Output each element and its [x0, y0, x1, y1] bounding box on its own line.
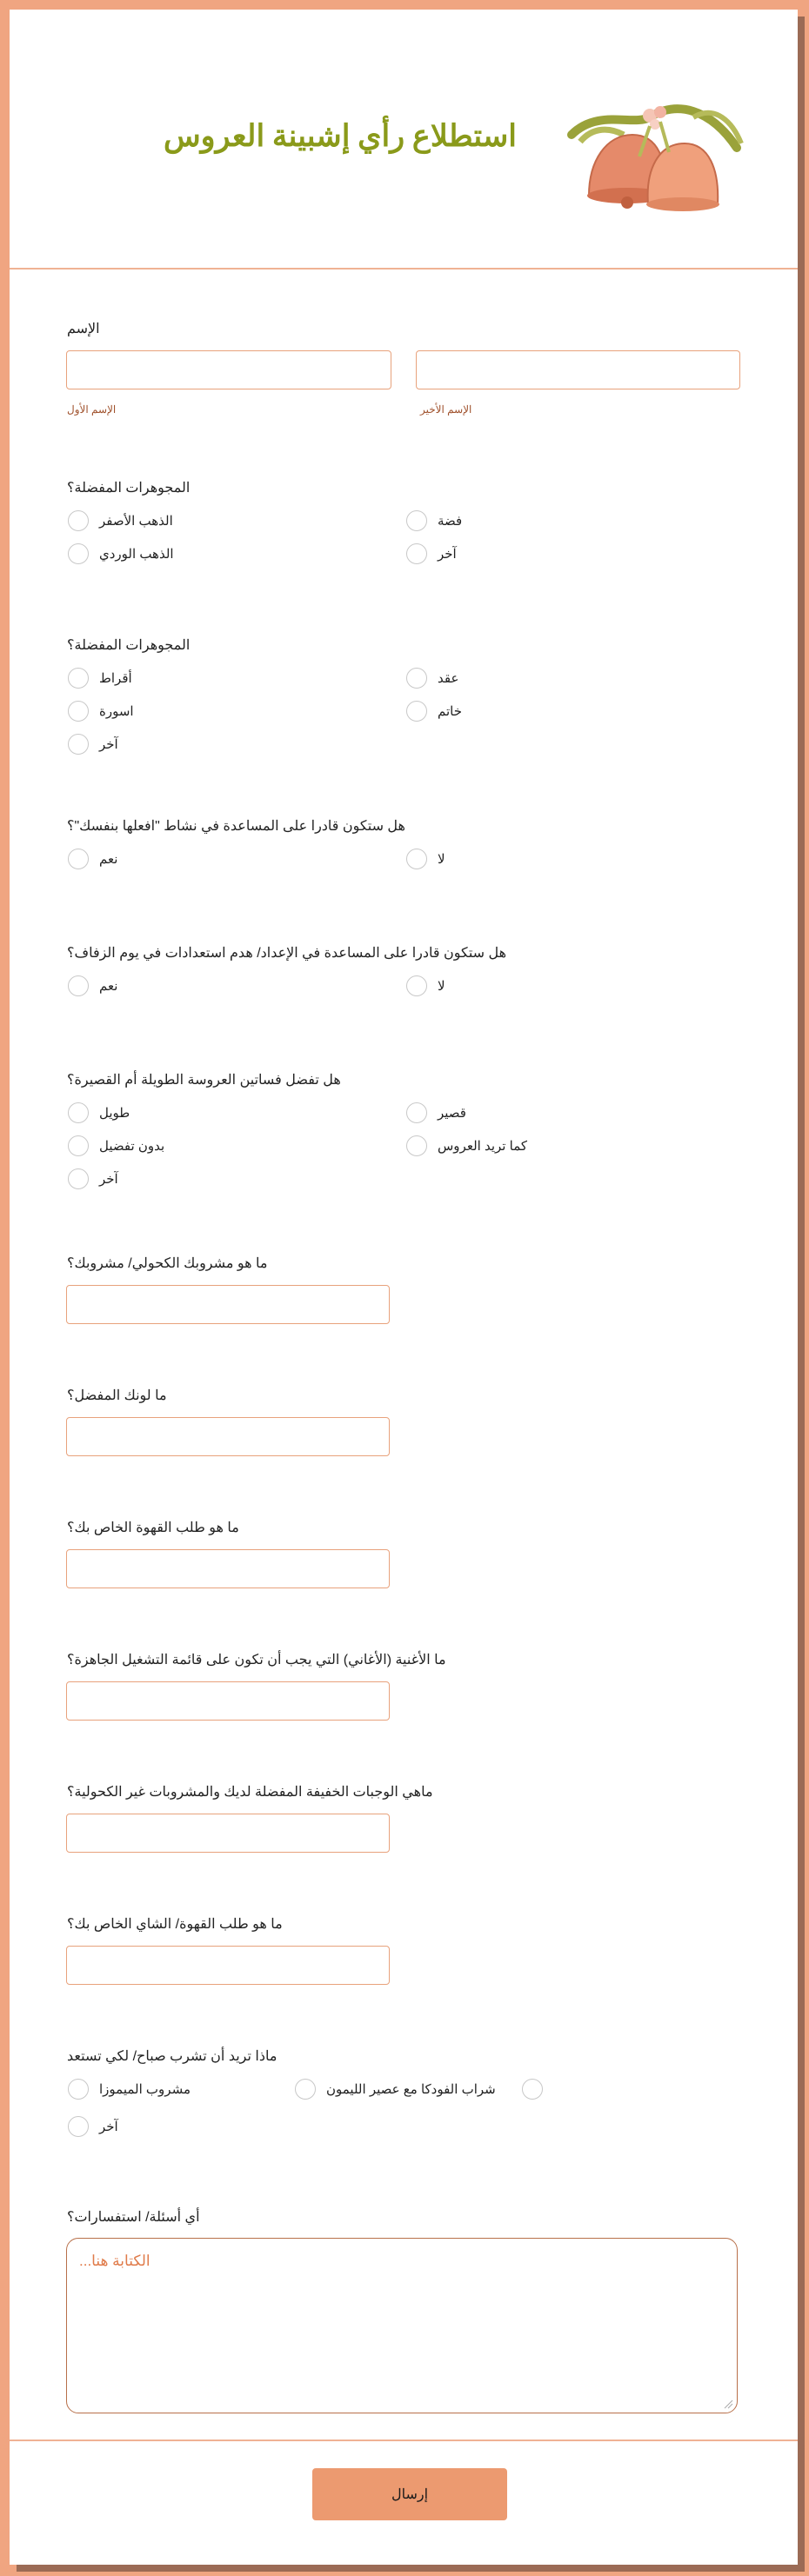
questions-label: أي أسئلة/ استفسارات؟	[67, 2210, 200, 2225]
morning-drink-question: ماذا تريد أن تشرب صباح/ لكي تستعد	[67, 2049, 277, 2064]
radio-icon[interactable]	[68, 1135, 89, 1156]
drink-question: ما هو مشروبك الكحولي/ مشروبك؟	[67, 1256, 268, 1271]
first-name-input[interactable]	[66, 350, 391, 389]
radio-icon[interactable]	[68, 1168, 89, 1189]
coffee-input[interactable]	[66, 1549, 390, 1588]
color-question: ما لونك المفضل؟	[67, 1388, 167, 1403]
radio-icon[interactable]	[406, 1102, 427, 1123]
setup-question: هل ستكون قادرا على المساعدة في الإعداد/ هدم استعدادات في يوم الزفاف؟	[67, 946, 507, 961]
tea-input[interactable]	[66, 1946, 390, 1985]
questions-textarea[interactable]	[66, 2238, 738, 2413]
radio-icon[interactable]	[522, 2079, 543, 2100]
name-label: الإسم	[67, 322, 100, 336]
tea-question: ما هو طلب القهوة/ الشاي الخاص بك؟	[67, 1917, 283, 1932]
songs-input[interactable]	[66, 1681, 390, 1721]
radio-icon[interactable]	[295, 2079, 316, 2100]
radio-icon[interactable]	[406, 668, 427, 689]
radio-icon[interactable]	[68, 2116, 89, 2137]
snacks-question: ماهي الوجبات الخفيفة المفضلة لديك والمشروبات غير الكحولية؟	[67, 1785, 433, 1800]
metals-question: المجوهرات المفضلة؟	[67, 481, 191, 496]
radio-icon[interactable]	[68, 510, 89, 531]
jewelry-question: المجوهرات المفضلة؟	[67, 638, 191, 653]
radio-icon[interactable]	[68, 2079, 89, 2100]
radio-icon[interactable]	[406, 701, 427, 722]
songs-question: ما الأغنية (الأغاني) التي يجب أن تكون على قائمة التشغيل الجاهزة؟	[67, 1653, 446, 1667]
last-name-sublabel: الإسم الأخير	[420, 403, 472, 416]
footer-divider	[10, 2440, 798, 2441]
wedding-bells-icon	[563, 74, 747, 213]
radio-icon[interactable]	[68, 543, 89, 564]
submit-button[interactable]: إرسال	[312, 2468, 507, 2520]
radio-icon[interactable]	[68, 1102, 89, 1123]
radio-icon[interactable]	[68, 701, 89, 722]
last-name-input[interactable]	[416, 350, 740, 389]
form-title: استطلاع رأي إشبينة العروس	[163, 119, 518, 153]
form-header	[10, 10, 798, 268]
header-divider	[10, 268, 798, 270]
radio-icon[interactable]	[68, 975, 89, 996]
dress-question: هل تفضل فساتين العروسة الطويلة أم القصيرة؟	[67, 1073, 341, 1088]
radio-icon[interactable]	[406, 849, 427, 869]
drink-input[interactable]	[66, 1285, 390, 1324]
radio-icon[interactable]	[406, 510, 427, 531]
coffee-question: ما هو طلب القهوة الخاص بك؟	[67, 1521, 239, 1535]
first-name-sublabel: الإسم الأول	[67, 403, 117, 416]
radio-icon[interactable]	[406, 1135, 427, 1156]
radio-icon[interactable]	[68, 849, 89, 869]
resize-handle-icon[interactable]	[723, 2399, 733, 2409]
diy-question: هل ستكون قادرا على المساعدة في نشاط "افعلها بنفسك"؟	[67, 819, 405, 834]
form-card: استطلاع رأي إشبينة العروس الإسم الإسم الأول الإسم الأخير المجوهرات المفضلة؟ الذهب الأصفر فضة الذهب الوردي آخر المجوهرات المفضلة؟ أقراط عقد اسورة خاتم آخر هل ستكون قادرا على المساعدة في نشاط "افعلها بنفسك"؟ نعم لا هل ستكون قادرا على المساعدة في الإعداد/ هدم استعدادات في يوم الزفاف؟ نعم لا هل تفضل فساتين العروسة الطويلة أم القصيرة؟ طويل قصير بدون تفضيل كما تريد العروس آخر ما هو مشروبك الكحولي/ مشروبك؟ ما لونك المفضل؟ ما هو طلب القهوة الخاص بك؟ ما الأغنية (الأغاني) التي يجب أن تكون على قائمة التشغيل الجاهزة؟ ماهي الوجبات الخفيفة المفضلة لديك والمشروبات غير الكحولية؟ ما هو طلب القهوة/ الشاي الخاص بك؟ ماذا تريد أن تشرب صباح/ لكي تستعد مشروب الميموزا شراب الفودكا مع عصير الليمون آخر أي أسئلة/ استفسارات؟ الكتابة هنا... إرسال	[10, 10, 798, 2565]
radio-icon[interactable]	[406, 543, 427, 564]
radio-icon[interactable]	[68, 668, 89, 689]
color-input[interactable]	[66, 1417, 390, 1456]
radio-icon[interactable]	[406, 975, 427, 996]
textarea-placeholder: الكتابة هنا...	[79, 2253, 150, 2269]
radio-icon[interactable]	[68, 734, 89, 755]
snacks-input[interactable]	[66, 1814, 390, 1853]
